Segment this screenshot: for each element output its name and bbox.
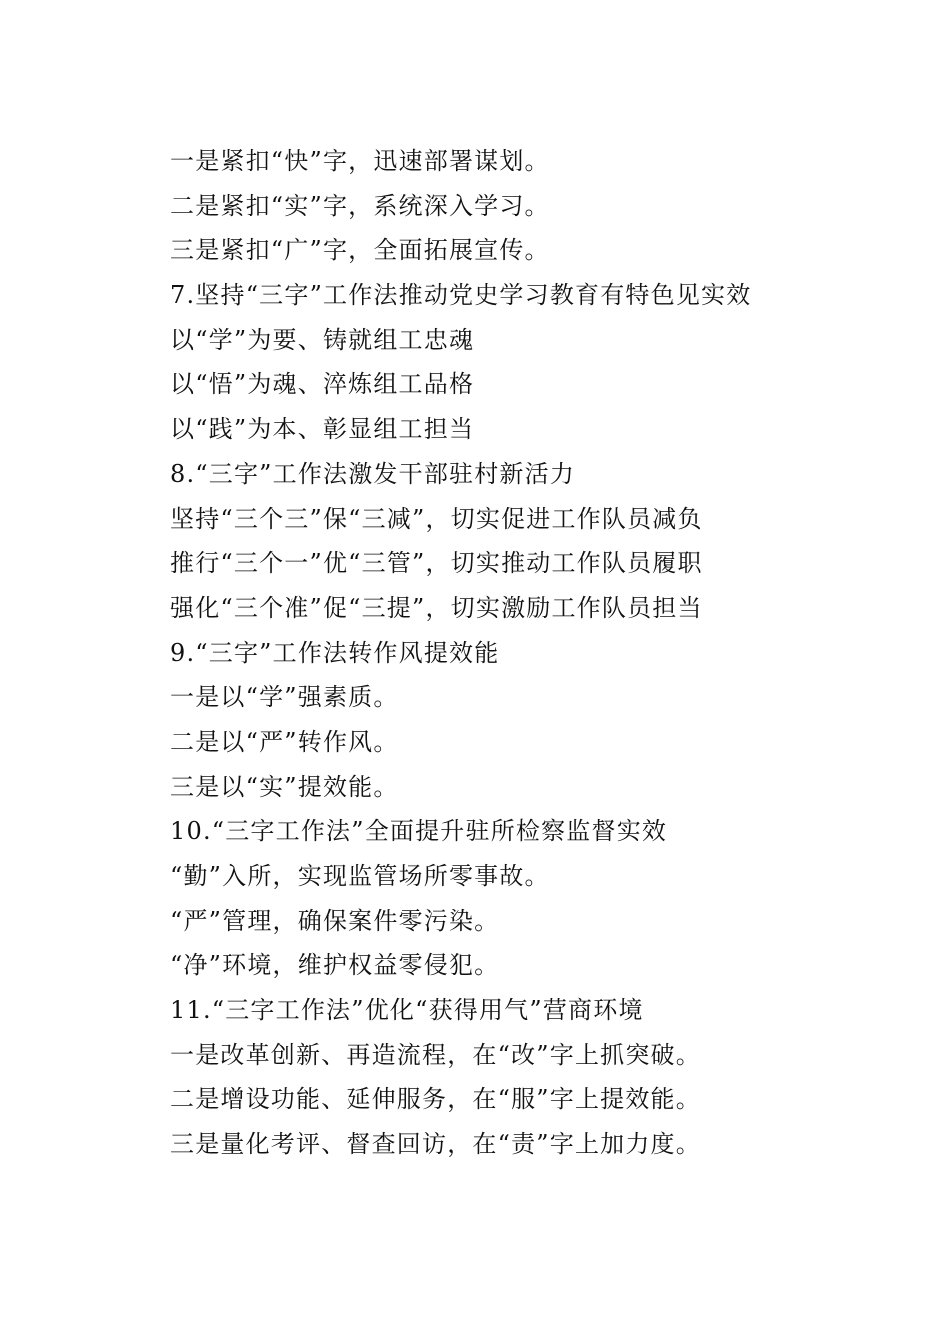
text-line: 一是紧扣“快”字，迅速部署谋划。 <box>170 147 550 175</box>
text-line: 以“践”为本、彰显组工担当 <box>170 415 475 444</box>
text-line: 三是以“实”提效能。 <box>170 772 399 801</box>
text-line: 强化“三个准”促“三提”，切实激励工作队员担当 <box>170 593 703 622</box>
text-line: 坚持“三个三”保“三减”，切实促进工作队员减负 <box>170 504 703 533</box>
text-line: 以“学”为要、铸就组工忠魂 <box>170 325 475 354</box>
section-heading: 8.“三字”工作法激发干部驻村新活力 <box>170 459 576 488</box>
text-line: 三是量化考评、督查回访，在“责”字上加力度。 <box>170 1130 701 1159</box>
section-heading: 9.“三字”工作法转作风提效能 <box>170 638 500 667</box>
text-line: 二是紧扣“实”字，系统深入学习。 <box>170 191 550 220</box>
document-text <box>170 139 890 1167</box>
section-heading: 7.坚持“三字”工作法推动党史学习教育有特色见实效 <box>170 281 752 310</box>
text-line: 一是以“学”强素质。 <box>170 683 399 712</box>
text-line: “严”管理，确保案件零污染。 <box>170 906 500 935</box>
text-line: “净”环境，维护权益零侵犯。 <box>170 951 500 980</box>
text-line: 二是以“严”转作风。 <box>170 727 399 756</box>
section-heading: 11.“三字工作法”优化“获得用气”营商环境 <box>170 996 644 1025</box>
text-line: 三是紧扣“广”字，全面拓展宣传。 <box>170 236 550 265</box>
text-line: “勤”入所，实现监管场所零事故。 <box>170 862 550 890</box>
text-line: 以“悟”为魂、淬炼组工品格 <box>170 370 475 399</box>
text-line: 推行“三个一”优“三管”，切实推动工作队员履职 <box>170 549 703 578</box>
text-line: 二是增设功能、延伸服务，在“服”字上提效能。 <box>170 1085 701 1114</box>
section-heading: 10.“三字工作法”全面提升驻所检察监督实效 <box>170 817 668 846</box>
text-line: 一是改革创新、再造流程，在“改”字上抓突破。 <box>170 1040 701 1069</box>
